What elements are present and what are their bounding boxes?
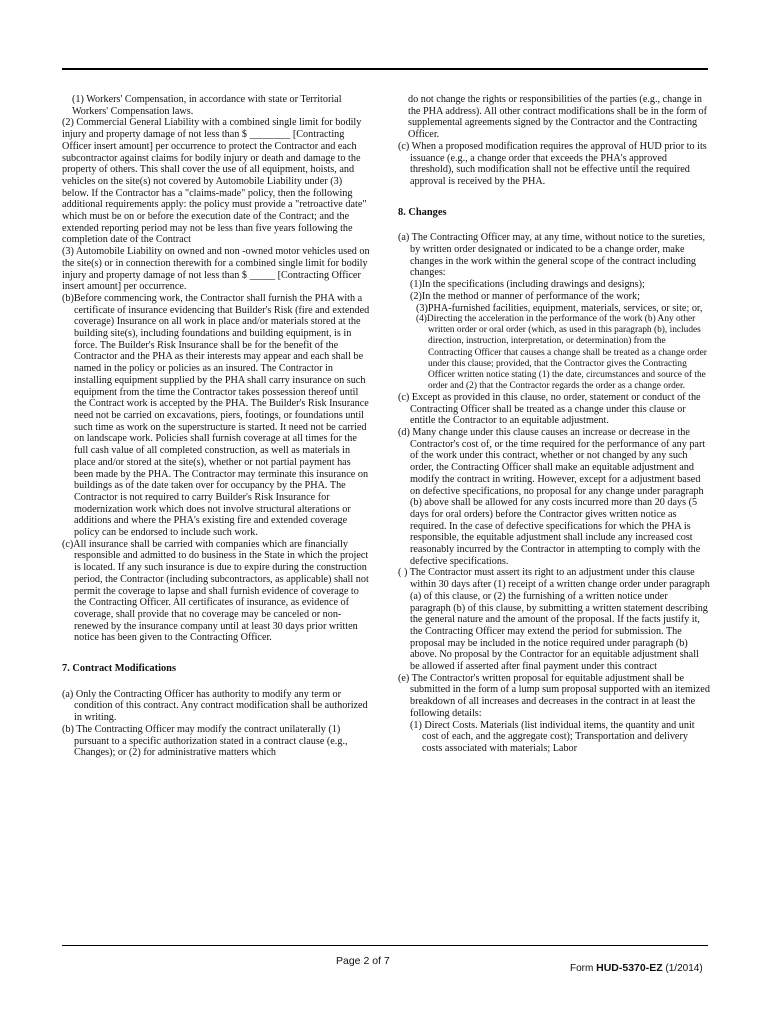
form-date: (1/2014)	[662, 963, 703, 974]
modification-authority-paragraph: (a) Only the Contracting Officer has authority to modify any term or condition of this contract. Any contract modification shall be authorized in writing.	[62, 688, 368, 724]
changes-c-paragraph: (c) Except as provided in this clause, no order, statement or conduct of the Contracting Officer shall be treated as a change under this clause or entitle the Contractor to an equitable adjustment.	[398, 391, 701, 427]
general-liability-paragraph: (2) Commercial General Liability with a combined single limit for bodily injury and property damage of not less than $ ________ [Contracting Officer insert amount] per occurrence to protect the Contractor and each subcontractor against claims for bodily injury or death and damage to the property of others. This shall cover the use of all equipment, hoists, and vehicles on the site(s) not covered by Automobile Liability under (3) below. If the Contractor has a "claims-made" policy, then the following additional requirements apply: the policy must provide a "retroactive date" which must be on or before the execution date of the Contract; and the extended reporting period may not be less than five years following the completion date of the Contract	[62, 117, 367, 246]
top-rule	[62, 68, 708, 70]
changes-item-2: (2)In the method or manner of performance of the work;	[410, 290, 640, 302]
changes-assert-paragraph: ( ) The Contractor must assert its right to an adjustment under this clause within 30 days after (1) receipt of a written change order under paragraph (a) of this clause, or (2) the furnishing of a written notice under paragraph (b) of this clause, by submitting a written statement describing the general nature and the amount of the proposal. If the facts justify it, the Contracting Officer may extend the period for submission. The proposal may be included in the notice required under paragraph (b) above. No proposal by the Contractor for an equitable adjustment shall be allowed if asserted after final payment under this contract	[398, 567, 710, 673]
changes-item-3: (3)PHA-furnished facilities, equipment, materials, services, or site; or,	[416, 302, 703, 314]
workers-comp-paragraph: (1) Workers' Compensation, in accordance with state or Territorial Workers' Compensation laws.	[72, 94, 342, 117]
insurance-carriers-paragraph: (c)All insurance shall be carried with companies which are financially responsible and admitted to do business in the State in which the project is located. If any such insurance is due to expire during the construction period, the Contractor (including subcontractors, as applicable) shall not permit the coverage to lapse and shall furnish evidence of coverage to the Contracting Officer. All certificates of insurance, as evidence of coverage, shall provide that no coverage may be canceled or non-renewed by the insurance company until at least 30 days prior written notice has been given to the Contracting Officer.	[62, 538, 369, 644]
auto-liability-paragraph: (3) Automobile Liability on owned and non -owned motor vehicles used on the site(s) or in connection therewith for a combined single limit for bodily injury and property damage of not less than $ _____ [Contracting Officer insert amount] per occurrence.	[62, 246, 370, 293]
unilateral-modification-paragraph: (b) The Contracting Officer may modify the contract unilaterally (1) pursuant to a specific authorization stated in a contract clause (e.g., Changes); or (2) for administrative matters which	[62, 723, 348, 759]
changes-item-4: (4)Directing the acceleration in the performance of the work (b) Any other written order or oral order (which, as used in this paragraph (b), includes direction, instruction, interpretation, or determination) from the Contracting Officer that causes a change shall be treated as a change order under this clause; provided, that the Contractor gives the Contracting Officer written notice stating (1) the date, circumstances and source of the order and (2) that the Contractor regards the order as a change order.	[416, 314, 707, 391]
left-column	[62, 94, 370, 759]
modification-continued-paragraph: do not change the rights or responsibilities of the parties (e.g., change in the PHA address). All other contract modifications shall be in the form of supplemental agreements signed by the Contractor and the Contracting Officer.	[408, 94, 708, 141]
direct-costs-paragraph: (1) Direct Costs. Materials (list individual items, the quantity and unit cost of each, and the aggregate cost); Transportation and delivery costs associated with materials; Labor	[410, 719, 695, 754]
changes-d-paragraph: (d) Many change under this clause causes an increase or decrease in the Contractor's cost of, or the time required for the performance of any part of the work under this contract, whether or not changed by any such order, the Contracting Officer shall make an equitable adjustment and modify the contract in writing. However, except for a adjustment based on defective specifications, no proposal for any change under paragraph (b) above shall be allowed for any costs incurred more than 20 days (5 days for oral orders) before the Contractor gives written notice as required. In the case of defective specifications for which the PHA is responsible, the equitable adjustment shall include any increased cost reasonably incurred by the Contractor in attempting to comply with the defective specifications.	[398, 427, 706, 567]
form-id: HUD-5370-EZ	[596, 962, 663, 974]
changes-item-1: (1)In the specifications (including drawings and designs);	[410, 279, 645, 291]
section-7-heading: 7. Contract Modifications	[62, 663, 176, 675]
form-prefix: Form	[570, 963, 597, 974]
form-identifier	[570, 962, 703, 974]
changes-e-paragraph: (e) The Contractor's written proposal for equitable adjustment shall be submitted in the form of a lump sum proposal supported with an itemized breakdown of all increases and decreases in the contract in at least the following details:	[398, 672, 710, 719]
hud-approval-paragraph: (c) When a proposed modification requires the approval of HUD prior to its issuance (e.g., a change order that exceeds the PHA's approved threshold), such modification shall not be effective until the required approval is received by the PHA.	[398, 140, 707, 187]
builders-risk-paragraph: (b)Before commencing work, the Contractor shall furnish the PHA with a certificate of insurance evidencing that Builder's Risk (fire and extended coverage) Insurance on all work in place and/or materials stored at the building site(s), including foundations and building equipment, is in force. The Builder's Risk Insurance shall be for the benefit of the Contractor and the PHA as their interests may appear and each shall be named in the policy or policies as an insured. The Contractor in installing equipment supplied by the PHA shall carry insurance on such equipment from the time the Contractor takes possession thereof until the Contract work is accepted by the PHA. The Builder's Risk Insurance need not be carried on excavations, piers, footings, or foundations until such time as work on the superstructure is started. It need not be carried on landscape work. Policies shall furnish coverage at all times for the full cash value of all completed construction, as well as materials in place and/or stored at the site(s), whether or not partial payment has been made by the PHA. The Contractor may terminate this insurance on buildings as of the date taken over for occupancy by the PHA. The Contractor is not required to carry Builder's Risk Insurance for modernization work which does not involve structural alterations or additions and where the PHA's existing fire and extended coverage policy can be endorsed to include such work.	[62, 292, 370, 539]
changes-a-paragraph: (a) The Contracting Officer may, at any time, without notice to the sureties, by written order designated or indicated to be a change order, make changes in the work within the general scope of the contract including changes:	[398, 232, 706, 279]
section-8-heading: 8. Changes	[398, 206, 447, 218]
right-column	[398, 94, 710, 755]
page-number: Page 2 of 7	[336, 955, 390, 967]
bottom-rule	[62, 945, 708, 946]
